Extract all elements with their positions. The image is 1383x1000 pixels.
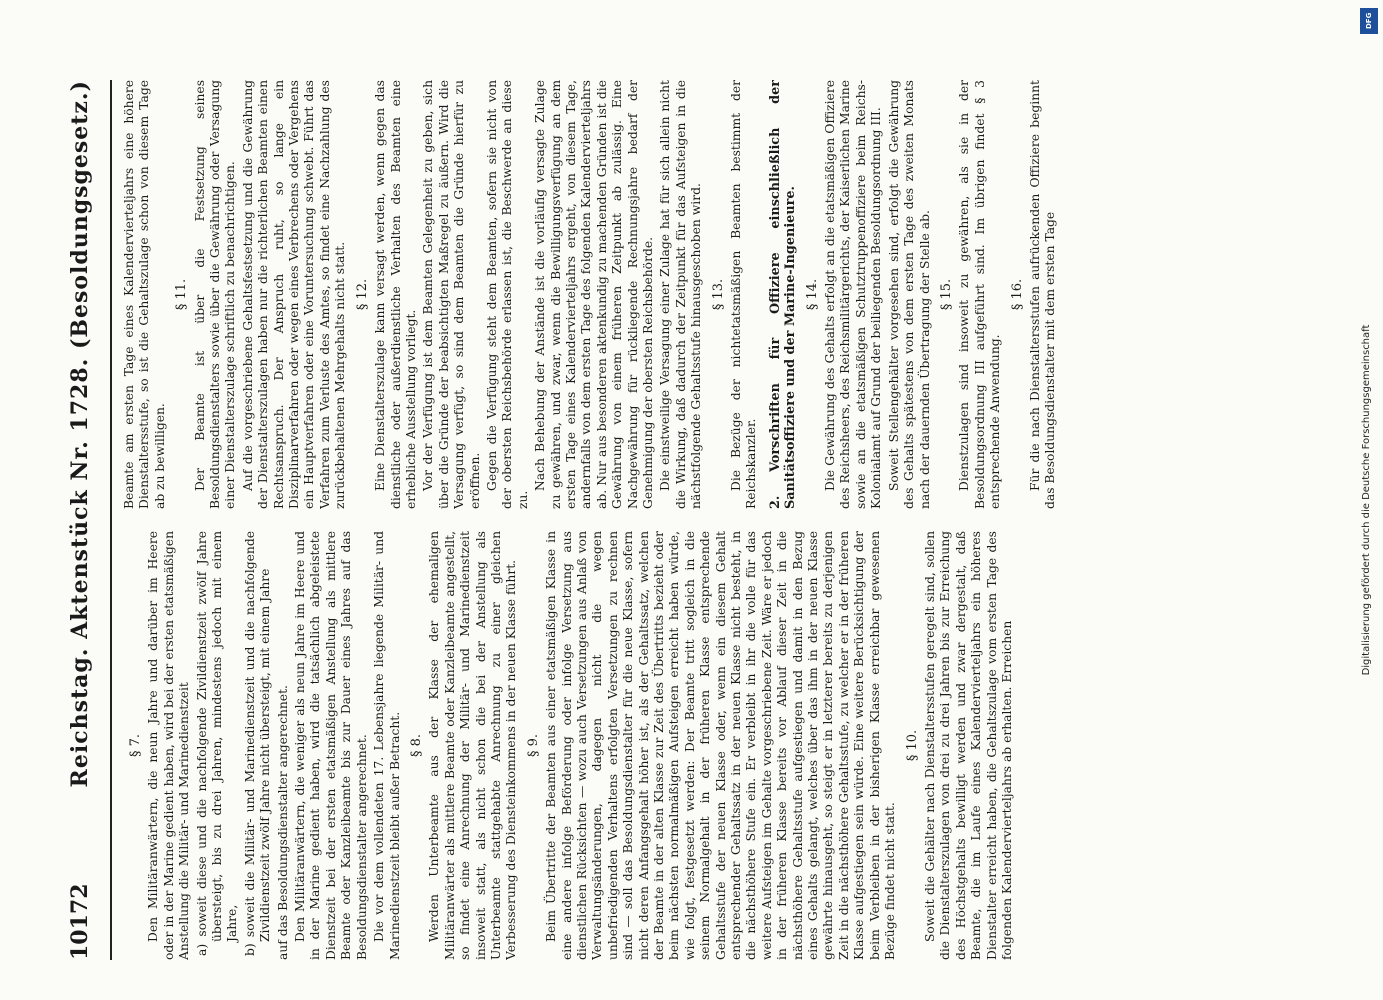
section-number: § 12. [354,278,370,311]
section-number: § 9. [525,733,541,758]
section-number: § 11. [174,278,190,311]
section-number: § 7. [128,733,143,758]
paragraph: Beamte am ersten Tage eines Kalendervierteljahrs eine höhere Dienstaltersstufe, so ist die Gehaltszulage schon von diesem Tage ab zu bewilligen. [122,80,167,509]
page-title: Reichstag. Aktenstück Nr. 1728. (Besoldungsgesetz.) [67,80,93,788]
section-number: § 8. [408,733,424,758]
paragraph: b) soweit die Militär- und Marinedienstzeit und die nachfolgende Zivildienstzeit zwölf Jahre nicht übersteigt, mit einem Jahre [242,531,273,956]
page-header [50,80,112,960]
paragraph: Dienstzulagen sind insoweit zu gewähren, als sie in der Besoldungsordnung III aufgeführt sind. Im übrigen findet § 3 entsprechende Anwendung. [957,80,1003,509]
paragraph: Beim Übertritte der Beamten aus einer etatsmäßigen Klasse in eine andere infolge Beförderung oder infolge Versetzung aus dienstlichen Rücksichten — wozu auch Versetzungen aus Anlaß von Verwaltungsänderungen, dagegen nicht die wegen unbefriedigenden Verhaltens erfolgten Versetzungen zu rechnen sind — soll das Besoldungsdienstalter für die neue Klasse, sofern nicht deren Anfangsgehalt höher ist, als der Gehaltssatz, welchen der Beamte in der alten Klasse zur Zeit des Übertritts bezieht oder beim nächsten normalmäßigen Aufsteigen erreicht haben würde, wie folgt, festgesetzt werden: Der Beamte tritt sogleich in die seinem Normalgehalt in der früheren Klasse entsprechende Gehaltsstufe der neuen Klasse oder, wenn ein diesem Gehalt entsprechender Gehaltssatz in der neuen Klasse nicht besteht, in die nächsthöhere Stufe ein. Er verbleibt in ihr die volle für das weitere Aufsteigen im Gehalte vorgeschriebene Zeit. Wäre er jedoch in der früheren Klasse bereits vor Ablauf dieser Zeit in die nächsthöhere Gehaltsstufe aufgestiegen und damit in den Bezug eines Gehalts gelangt, welches über das ihm in der neuen Klasse gewährte hinausgeht, so steigt er in letzterer bereits zu derjenigen Zeit in die nächsthöhere Gehaltsstufe, zu welcher er in der früheren Klasse aufgestiegen sein würde. Eine weitere Berücksichtigung der beim Verbleiben in der bisherigen Klasse erreichbar gewesenen Bezüge findet nicht statt. [544,531,898,960]
paragraph: Auf die vorgeschriebene Gehaltsfestsetzung und die Gewährung der Dienstalterszulagen haben nur die richterlichen Beamten einen Rechtsanspruch. Der Anspruch ruht, so lange ein Disziplinarverfahren oder wegen eines Verbrechens oder Vergehens ein Hauptverfahren oder eine Voruntersuchung schwebt. Führt das Verfahren zum Verluste des Amtes, so findet eine Nachzahlung des zurückbehaltenen Mehrgehalts nicht statt. [240,80,348,509]
section-heading: 2. Vorschriften für Offiziere einschließlich der Sanitätsoffiziere und der Marine-Ingenieure. [767,80,799,509]
paragraph: Vor der Verfügung ist dem Beamten Gelegenheit zu geben, sich über die Gründe der beabsichtigten Maßregel zu äußern. Wird die Versagung verfügt, so sind dem Beamten die Gründe hierfür zu eröffnen. [421,80,482,509]
section-number: § 10. [904,729,920,762]
paragraph: Den Militäranwärtern, die neun Jahre und darüber im Heere oder in der Marine gedient haben, wird bei der ersten etatsmäßigen Anstellung die Militär- und Marinedienstzeit [146,531,192,960]
paragraph: Werden Unterbeamte aus der Klasse der ehemaligen Militäranwärter als mittlere Beamte oder Kanzleibeamte angestellt, so findet eine Anrechnung der Militär- und Marinedienstzeit insoweit statt, als nicht schon die bei der Anstellung als Unterbeamte stattgehabte Anrechnung zu einer gleichen Verbesserung des Diensteinkommens in der neuen Klasse führt. [427,531,519,960]
right-column [122,80,1337,509]
paragraph: Eine Dienstalterszulage kann versagt werden, wenn gegen das dienstliche oder außerdienstliche Verhalten des Beamten eine erhebliche Ausstellung vorliegt. [373,80,418,509]
paragraph: a) soweit diese und die nachfolgende Zivildienstzeit zwölf Jahre übersteigt, bis zu drei Jahren, mindestens jedoch mit einem Jahre, [194,531,240,956]
paragraph: Soweit Stellengehälter vorgesehen sind, erfolgt die Gewährung des Gehalts spätestens von dem ersten Tage des zweiten Monats nach der dauernden Übertragung der Stelle ab. [886,80,932,509]
digitization-note: Digitalisierung gefördert durch die Deutsche Forschungsgemeinschaft [1361,324,1372,676]
section-number: § 14. [804,278,820,311]
left-column [122,531,1337,960]
section-number: § 15. [938,278,954,311]
paragraph: Soweit die Gehälter nach Dienstaltersstufen geregelt sind, sollen die Dienstalterszulagen von drei zu drei Jahren bis zur Erreichung des Höchstgehalts bewilligt werden und zwar dergestalt, daß Beamte, die im Laufe eines Kalendervierteljahrs ein höheres Dienstalter erreicht haben, die Gehaltszulage vom ersten Tage des folgenden Kalendervierteljahrs ab erhalten. Erreichen [922,531,1014,960]
section-number: § 13. [710,278,726,311]
paragraph: Den Militäranwärtern, die weniger als neun Jahre im Heere und in der Marine gedient haben, wird die tatsächlich abgeleistete Dienstzeit bei der ersten etatsmäßigen Anstellung als mittlere Beamte oder Kanzleibeamte bis zur Dauer eines Jahres auf das Besoldungsdienstalter angerechnet. [293,531,369,960]
paragraph: Der Beamte ist über die Festsetzung seines Besoldungsdienstalters sowie über die Gewährung oder Versagung einer Dienstalterszulage schriftlich zu benachrichtigen. [192,80,238,509]
paragraph: Nach Behebung der Anstände ist die vorläufig versagte Zulage zu gewähren, und zwar, wenn die Bewilligungsverfügung an dem ersten Tage eines Kalendervierteljahrs ergeht, von diesem Tage, andernfalls von dem ersten Tage des folgenden Kalendervierteljahrs ab. Nur aus besonderen aktenkundig zu machenden Gründen ist die Gewährung von einem früheren Zeitpunkt ab zulässig. Eine Nachgewährung für rückliegende Rechnungsjahre bedarf der Genehmigung der obersten Reichsbehörde. [533,80,655,509]
paragraph: Die Bezüge der nichtetatsmäßigen Beamten bestimmt der Reichskanzler. [729,80,759,509]
paragraph: Gegen die Verfügung steht dem Beamten, sofern sie nicht von der obersten Reichsbehörde erlassen ist, die Beschwerde an diese zu. [484,80,530,509]
paragraph: Für die nach Dienstaltersstufen aufrückenden Offiziere beginnt das Besoldungsdienstalter mit dem ersten Tage [1027,80,1058,509]
paragraph: Die vor dem vollendeten 17. Lebensjahre liegende Militär- und Marinedienstzeit bleibt außer Betracht. [372,531,402,960]
paragraph: Die einstweilige Versagung einer Zulage hat für sich allein nicht die Wirkung, daß dadurch der Zeitpunkt für das Aufsteigen in die nächstfolgende Gehaltsstufe hinausgeschoben wird. [658,80,704,509]
text-columns [122,80,1337,960]
page-number: 10172 [67,883,93,960]
paragraph: Die Gewährung des Gehalts erfolgt an die etatsmäßigen Offiziere des Reichsheers, des Reichsmilitärgerichts, der Kaiserlichen Marine sowie an die etatsmäßigen Schutztruppenoffiziere beim Reichs-Kolonialamt auf Grund der beiliegenden Besoldungsordnung III. [823,80,884,509]
dfg-logo-icon: DFG [1360,8,1378,34]
document-page [50,80,1350,960]
paragraph: auf das Besoldungsdienstalter angerechnet. [275,685,290,960]
section-number: § 16. [1009,278,1025,311]
